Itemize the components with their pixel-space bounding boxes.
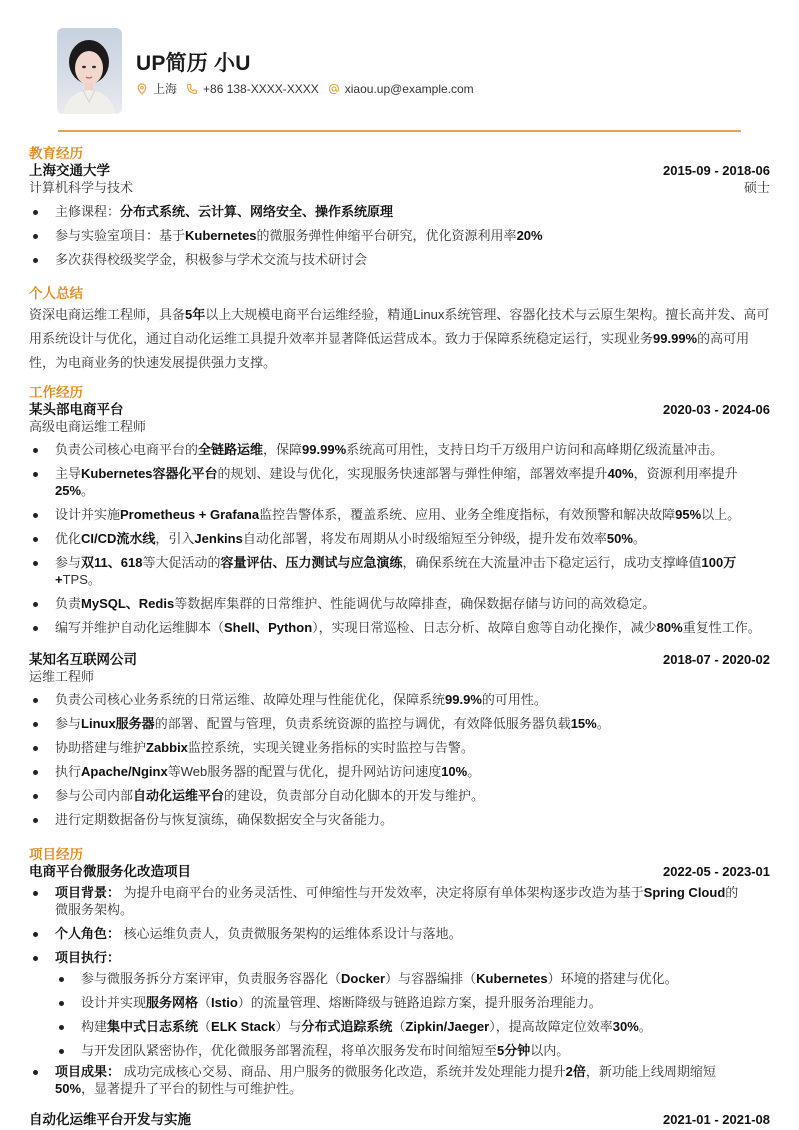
- work-section-job2: [29, 652, 770, 835]
- list-item: 多次获得校级奖学金，积极参与学术交流与技术研讨会: [29, 251, 770, 268]
- school-name: 上海交通大学: [29, 163, 110, 178]
- phone-icon: [186, 83, 198, 95]
- projects-section: [29, 846, 770, 1104]
- major: 计算机科学与技术: [29, 180, 134, 195]
- header-divider: [58, 130, 741, 132]
- job-date: 2020-03 - 2024-06: [663, 402, 770, 417]
- list-item: 优化CI/CD流水线，引入Jenkins自动化部署，将发布周期从小时级缩短至分钟级，提升发布效率50%。: [29, 530, 770, 547]
- phone-text: +86 138-XXXX-XXXX: [203, 81, 319, 96]
- list-item: 编写并维护自动化运维脚本（Shell、Python），实现日常巡检、日志分析、故障自愈等自动化操作，减少80%重复性工作。: [29, 619, 770, 636]
- job-bullets: [29, 441, 770, 636]
- education-row: [29, 163, 770, 179]
- list-item: 参与公司内部自动化运维平台的建设，负责部分自动化脚本的开发与维护。: [29, 787, 770, 804]
- list-item: 参与微服务拆分方案评审，负责服务容器化（Docker）与容器编排（Kubernetes）环境的搭建与优化。: [55, 970, 770, 987]
- location-text: 上海: [153, 82, 178, 96]
- profile-photo: [57, 28, 122, 114]
- list-item: 参与双11、618等大促活动的容量评估、压力测试与应急演练，确保系统在大流量冲击下稳定运行，成功支撑峰值100万+TPS。: [29, 554, 770, 588]
- contact-info: [136, 80, 483, 97]
- project-name: 自动化运维平台开发与实施: [29, 1112, 191, 1127]
- job-date: 2018-07 - 2020-02: [663, 652, 770, 667]
- list-item: 构建集中式日志系统（ELK Stack）与分布式追踪系统（Zipkin/Jaeger），提高故障定位效率30%。: [55, 1018, 770, 1035]
- project-row: [29, 864, 770, 880]
- list-item: 参与实验室项目：基于Kubernetes的微服务弹性伸缩平台研究，优化资源利用率20%: [29, 227, 770, 244]
- project-result: 项目成果： 成功完成核心交易、商品、用户服务的微服务化改造，系统并发处理能力提升2倍，新功能上线周期缩短50%，显著提升了平台的韧性与可维护性。: [29, 1063, 770, 1097]
- contact-location: [136, 80, 177, 97]
- candidate-name: UP简历 小U: [136, 52, 251, 75]
- execution-list: [55, 970, 770, 1059]
- project-background: 项目背景： 为提升电商平台的业务灵活性、可伸缩性与开发效率，决定将原有单体架构逐步改造为基于Spring Cloud的微服务架构。: [29, 884, 770, 918]
- contact-phone: [186, 82, 319, 96]
- job-row: [29, 402, 770, 418]
- list-item: 负责公司核心电商平台的全链路运维，保障99.99%系统高可用性，支持日均千万级用户访问和高峰期亿级流量冲击。: [29, 441, 770, 458]
- list-item: 与开发团队紧密协作，优化微服务部署流程，将单次服务发布时间缩短至5分钟以内。: [55, 1042, 770, 1059]
- list-item: 负责MySQL、Redis等数据库集群的日常维护、性能调优与故障排查，确保数据存储与访问的高效稳定。: [29, 595, 770, 612]
- email-text: xiaou.up@example.com: [344, 81, 474, 96]
- list-item: 主导Kubernetes容器化平台的规划、建设与优化，实现服务快速部署与弹性伸缩，部署效率提升40%，资源利用率提升25%。: [29, 465, 770, 499]
- project-row: [29, 1112, 770, 1128]
- at-sign-icon: [328, 83, 340, 95]
- project-date: 2022-05 - 2023-01: [663, 864, 770, 879]
- summary-section: [29, 285, 770, 375]
- education-bullets: [29, 203, 770, 268]
- project-bullets: [29, 884, 770, 1097]
- list-item: 参与Linux服务器的部署、配置与管理，负责系统资源的监控与调优，有效降低服务器负载15%。: [29, 715, 770, 732]
- section-title-work: 工作经历: [29, 385, 83, 400]
- education-sub-row: [29, 179, 770, 196]
- section-title-summary: 个人总结: [29, 286, 83, 301]
- section-title-projects: 项目经历: [29, 847, 83, 862]
- job-row: [29, 652, 770, 668]
- list-item: 负责公司核心业务系统的日常运维、故障处理与性能优化，保障系统99.9%的可用性。: [29, 691, 770, 708]
- project-date: 2021-01 - 2021-08: [663, 1112, 770, 1127]
- company-name: 某知名互联网公司: [29, 652, 137, 667]
- education-date: 2015-09 - 2018-06: [663, 163, 770, 178]
- job-role: 运维工程师: [29, 669, 95, 684]
- summary-text: 资深电商运维工程师，具备5年以上大规模电商平台运维经验，精通Linux系统管理、容器化技术与云原生架构。擅长高并发、高可用系统设计与优化，通过自动化运维工具提升效率并显著降低运营成本。致力于保障系统稳定运行，实现业务99.99%的高可用性，为电商业务的快速发展提供强力支撑。: [29, 307, 770, 370]
- job-role: 高级电商运维工程师: [29, 419, 147, 434]
- contact-email: [328, 82, 474, 96]
- job-bullets: [29, 691, 770, 828]
- list-item: 设计并实施Prometheus + Grafana监控告警体系，覆盖系统、应用、业务全维度指标，有效预警和解决故障95%以上。: [29, 506, 770, 523]
- list-item: 协助搭建与维护Zabbix监控系统，实现关键业务指标的实时监控与告警。: [29, 739, 770, 756]
- project-execution: 项目执行： 参与微服务拆分方案评审，负责服务容器化（Docker）与容器编排（Kubernetes）环境的搭建与优化。 设计并实现服务网格（Istio）的流量管理、熔断降级与链路追踪方案，提升服务治理能力。 构建集中式日志系统（ELK Stack）与分布式追踪系统（Zipkin/Jaeger），提高故障定位效率30%。 与开发团队紧密协作，优化微服务部署流程，将单次服务发布时间缩短至5分钟以内。: [29, 949, 770, 1059]
- company-name: 某头部电商平台: [29, 402, 124, 417]
- location-pin-icon: [136, 83, 148, 95]
- project-name: 电商平台微服务化改造项目: [29, 864, 191, 879]
- list-item: 执行Apache/Nginx等Web服务器的配置与优化，提升网站访问速度10%。: [29, 763, 770, 780]
- project-role: 个人角色： 核心运维负责人，负责微服务架构的运维体系设计与落地。: [29, 925, 770, 942]
- education-section: [29, 145, 770, 275]
- list-item: 设计并实现服务网格（Istio）的流量管理、熔断降级与链路追踪方案，提升服务治理能力。: [55, 994, 770, 1011]
- degree: 硕士: [743, 180, 770, 195]
- work-section: [29, 384, 770, 643]
- section-title-education: 教育经历: [29, 146, 83, 161]
- resume-header: [29, 0, 770, 130]
- projects-section-item2: [29, 1112, 770, 1128]
- portrait-icon: [57, 28, 122, 114]
- list-item: 进行定期数据备份与恢复演练，确保数据安全与灾备能力。: [29, 811, 770, 828]
- list-item: 主修课程：分布式系统、云计算、网络安全、操作系统原理: [29, 203, 770, 220]
